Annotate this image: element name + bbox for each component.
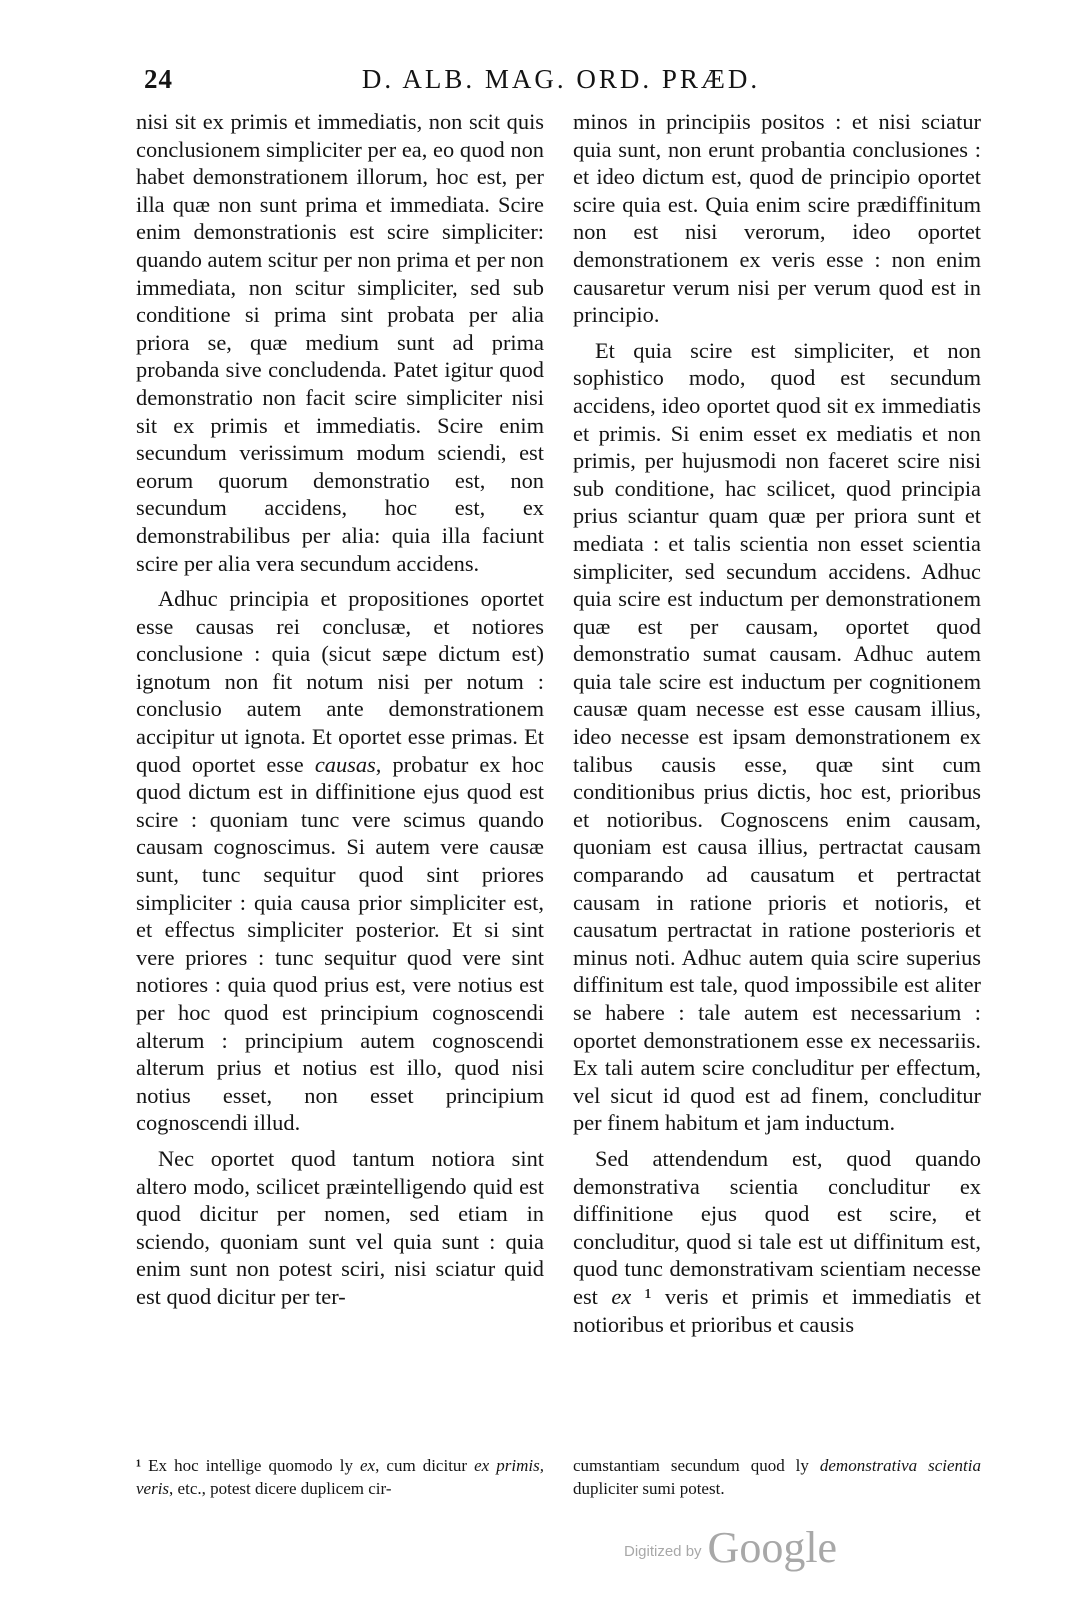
footnote-text-1: Ex hoc intellige quomodo ly [141,1456,360,1475]
page-header [136,58,986,98]
footnote-left [136,1454,544,1500]
running-head: D. ALB. MAG. ORD. PRÆD. [361,64,761,94]
right-p3-text-a: Sed attendendum est, quod quando demonstrativa scientia concluditur ex diffinitione ejus quod est scire, et concluditur, quod si tale est ut diffinitum est, quod tunc demonstrativam scientiam necesse est [573,1145,981,1309]
footnote-text-3: , etc., potest dicere duplicem cir- [169,1479,392,1498]
right-paragraph-2: Et quia scire est simpliciter, et non sophistico modo, quod est secundum accidens, ideo oportet quod sit ex immediatis et primis. Si enim esset ex mediatis et non primis, per hujusmodi non faceret scire nisi sub conditione, hac scilicet, quod principia prius sciantur quam quæ per priora sunt et mediata : et talis scientia non esset scientia simpliciter, sed secundum accidens. Adhuc quia scire est inductum per demonstrationem quæ est per causam, oportet quod demonstratio sumat causam. Adhuc autem quia tale scire est inductum per cognitionem causæ quam necesse est esse causam illius, ideo necesse est ipsam demonstrationem ex talibus causis esse, quæ sint cum conditionibus prius dictis, hoc est, prioribus et notioribus. Cognoscens enim causam, quoniam est causa illius, pertractat causam comparando ad causatum et pertractat causam in ratione prioris et notioris, et causatum pertractat in ratione posterioris et minus noti. Adhuc autem quia scire superius diffinitum est tale, quod impossibile est aliter se habere : tale autem est necessarium : oportet demonstrationem esse ex necessariis. Ex tali autem scire concluditur per effectum, vel sicut id quod est ad finem, concluditur per finem habitum et jam inductum. [573,337,981,1136]
left-p2-text-a: Adhuc principia et propositiones oportet esse causas rei conclusæ, et notiores conclusione : quia (sicut sæpe dictum est) ignotum non fit notum nisi per notum : conclusio autem ante demonstrationem accipitur ut ignota. Et oportet esse primas. Et quod oportet esse [136,586,544,777]
footnote-text-4: cumstantiam secundum quod ly [573,1456,820,1475]
left-paragraph-3: Nec oportet quod tantum notiora sint altero modo, scilicet præintelligendo quid est quod dicitur per nomen, sed etiam in sciendo, quoniam sunt vel quia sunt : quia enim sunt non potest sciri, nisi sciatur quid est quod dicitur per ter- [136,1145,544,1309]
right-p3-text-b: veris et primis et immediatis et notioribus et prioribus et causis [573,1283,981,1337]
watermark-logo-text: Google [707,1523,838,1572]
left-p2-italic: causas [314,751,376,777]
footnote-text-5: dupliciter sumi potest. [573,1479,725,1498]
right-paragraph-1: minos in principiis positos : et nisi sciatur quia sunt, non erunt probantia conclusiones : et ideo dictum est, quod de principio oportet scire quia est. Quia enim scire prædiffinitum non est nisi verorum, ideo oportet demonstrationem ex veris esse : non enim causaretur verum nisi per verum quod est in principio. [573,109,981,328]
footnote-text-2: , cum dicitur [375,1456,475,1475]
page-number: 24 [144,64,173,94]
watermark-small-text: Digitized by [624,1543,702,1560]
left-p2-text-b: , probatur ex hoc quod dictum est in diffinitione ejus quod est scire : quoniam tunc vere scimus quando causam cognoscimus. Si autem vere causæ sunt, tunc sequitur quod sint priores simpliciter : quia causa prior simpliciter est, et effectus simpliciter posterior. Et si sint vere priores : tunc sequitur quod vere sint notiores : quia quod prius est, vere notius est per hoc quod est principium cognoscendi alterum : principium autem cognoscendi alterum prius et notius est illo, quod nisi notius esset, non esset principium cognoscendi illud. [136,751,544,1136]
footnote-reference: ¹ [631,1283,652,1309]
footnote-italic-2: ex primis, veris [136,1456,544,1498]
footnote-italic-1: ex [360,1456,376,1475]
digitized-watermark [624,1522,837,1573]
footnote-right [573,1454,981,1500]
right-paragraph-3 [573,1145,981,1338]
left-column [136,108,544,1319]
left-paragraph-1: nisi sit ex primis et immediatis, non scit quis conclusionem simpliciter per ea, eo quod non habet demonstrationem illorum, hoc est, per illa quæ non sunt prima et immediata. Scire enim demonstrationis est scire simpliciter: quando autem scitur per non prima et per non immediata, non scitur simpliciter, sed sub conditione si prima sint probata per alia priora se, quæ medium sunt ad prima probanda sive concludenda. Patet igitur quod demonstratio non facit scire simpliciter nisi sit ex primis et immediatis. Scire enim secundum verissimum modum sciendi, est eorum quorum demonstratio est, non secundum accidens, hoc est, ex demonstrabilibus per alia: quia illa faciunt scire per alia vera secundum accidens. [136,109,544,576]
footnote-marker: ¹ [136,1456,142,1475]
right-p3-italic: ex [611,1283,632,1309]
footnote-italic-3: demonstrativa scientia [819,1456,981,1475]
right-column [573,108,981,1346]
left-paragraph-2 [136,585,544,1137]
